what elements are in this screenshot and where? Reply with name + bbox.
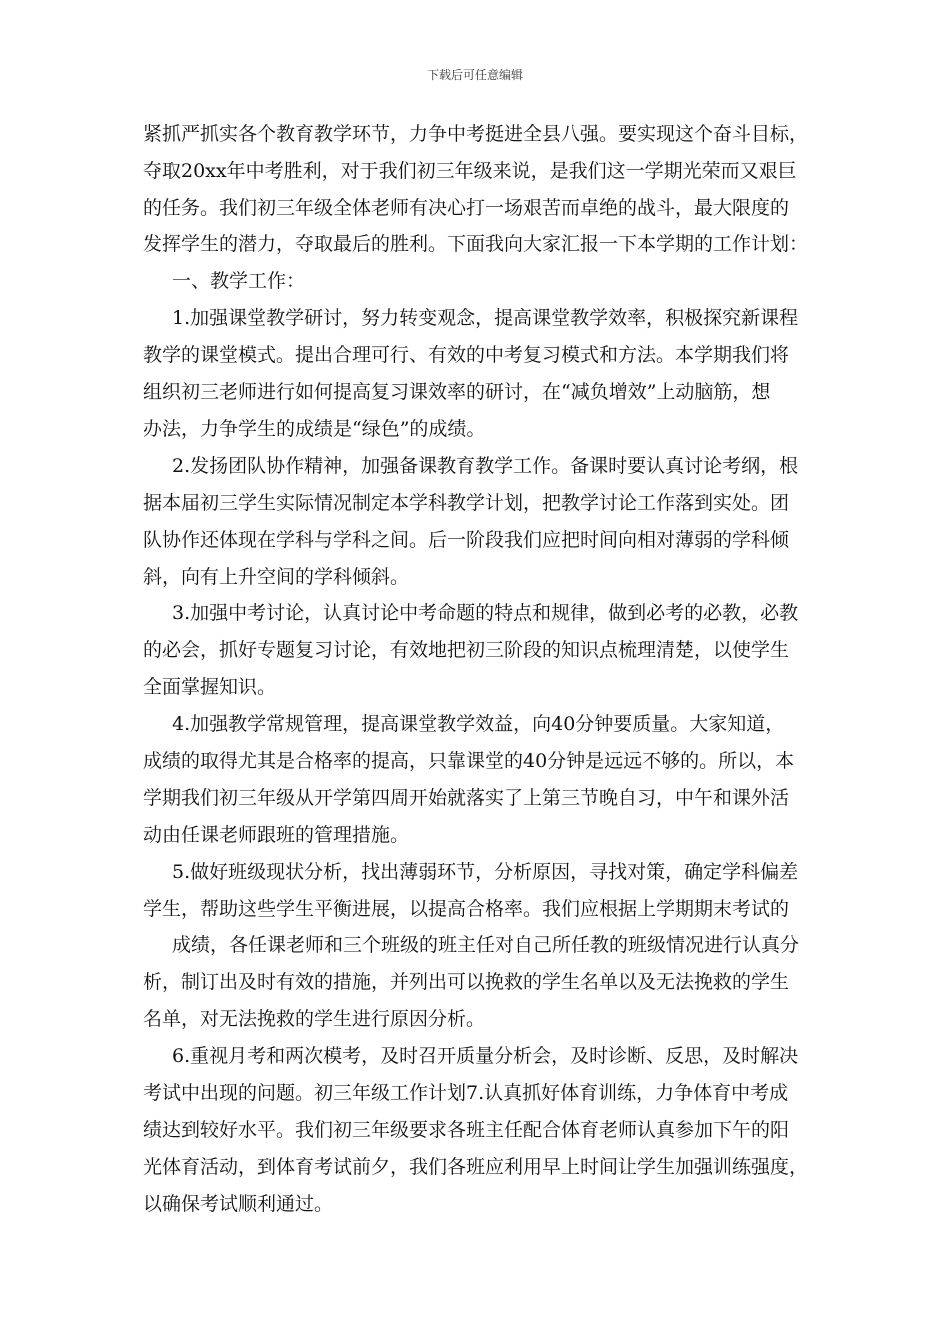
text-line: 以确保考试顺利通过。 — [143, 1193, 334, 1215]
section-heading: 一、教学工作： — [172, 270, 306, 292]
text-line: 教学的课堂模式。提出合理可行、有效的中考复习模式和方法。本学期我们将 — [143, 344, 790, 366]
text-line: 组织初三老师进行如何提高复习课效率的研讨，在“减负增效”上动脑筋，想 — [143, 381, 771, 403]
text-line: 斜，向有上升空间的学科倾斜。 — [143, 566, 410, 588]
text-line: 2.发扬团队协作精神，加强备课教育教学工作。备课时要认真讨论考纲，根 — [172, 455, 799, 477]
text-line: 5.做好班级现状分析，找出薄弱环节，分析原因，寻找对策，确定学科偏差 — [172, 861, 799, 883]
text-line: 紧抓严抓实各个教育教学环节，力争中考挺进全县八强。要实现这个奋斗目标， — [143, 123, 809, 145]
text-line: 光体育活动，到体育考试前夕，我们各班应利用早上时间让学生加强训练强度， — [143, 1156, 809, 1178]
page-header: 下载后可任意编辑 — [426, 68, 523, 82]
text-line: 名单，对无法挽救的学生进行原因分析。 — [143, 1008, 486, 1030]
text-line: 的必会，抓好专题复习讨论，有效地把初三阶段的知识点梳理清楚，以使学生 — [143, 639, 790, 661]
text-line: 办法，力争学生的成绩是“绿色”的成绩。 — [143, 418, 486, 440]
text-line: 学期我们初三年级从开学第四周开始就落实了上第三节晚自习，中午和课外活 — [143, 787, 790, 809]
text-line: 4.加强教学常规管理，提高课堂教学效益，向40分钟要质量。大家知道， — [172, 713, 785, 735]
text-line: 夺取20xx年中考胜利，对于我们初三年级来说，是我们这一学期光荣而又艰巨 — [143, 160, 797, 182]
text-line: 学生，帮助这些学生平衡进展，以提高合格率。我们应根据上学期期末考试的 — [143, 898, 790, 920]
text-line: 3.加强中考讨论，认真讨论中考命题的特点和规律，做到必考的必教，必教 — [172, 602, 799, 624]
text-line: 发挥学生的潜力，夺取最后的胜利。下面我向大家汇报一下本学期的工作计划： — [143, 233, 809, 255]
text-line: 1.加强课堂教学研讨，努力转变观念，提高课堂教学效率，积极探究新课程 — [172, 307, 799, 329]
text-line: 考试中出现的问题。初三年级工作计划7.认真抓好体育训练，力争体育中考成 — [143, 1082, 789, 1104]
text-line: 的任务。我们初三年级全体老师有决心打一场艰苦而卓绝的战斗，最大限度的 — [143, 197, 790, 219]
text-line: 6.重视月考和两次模考，及时召开质量分析会，及时诊断、反思，及时解决 — [172, 1045, 799, 1067]
text-line: 成绩，各任课老师和三个班级的班主任对自己所任教的班级情况进行认真分 — [172, 934, 800, 956]
text-line: 队协作还体现在学科与学科之间。后一阶段我们应把时间向相对薄弱的学科倾 — [143, 529, 790, 551]
text-line: 动由任课老师跟班的管理措施。 — [143, 824, 410, 846]
text-line: 绩达到较好水平。我们初三年级要求各班主任配合体育老师认真参加下午的阳 — [143, 1119, 790, 1141]
text-line: 析，制订出及时有效的措施，并列出可以挽救的学生名单以及无法挽救的学生 — [143, 971, 790, 993]
text-line: 全面掌握知识。 — [143, 676, 277, 698]
text-line: 据本届初三学生实际情况制定本学科教学计划，把教学讨论工作落到实处。团 — [143, 492, 790, 514]
text-line: 成绩的取得尤其是合格率的提高，只靠课堂的40分钟是远远不够的。所以，本 — [143, 750, 795, 772]
